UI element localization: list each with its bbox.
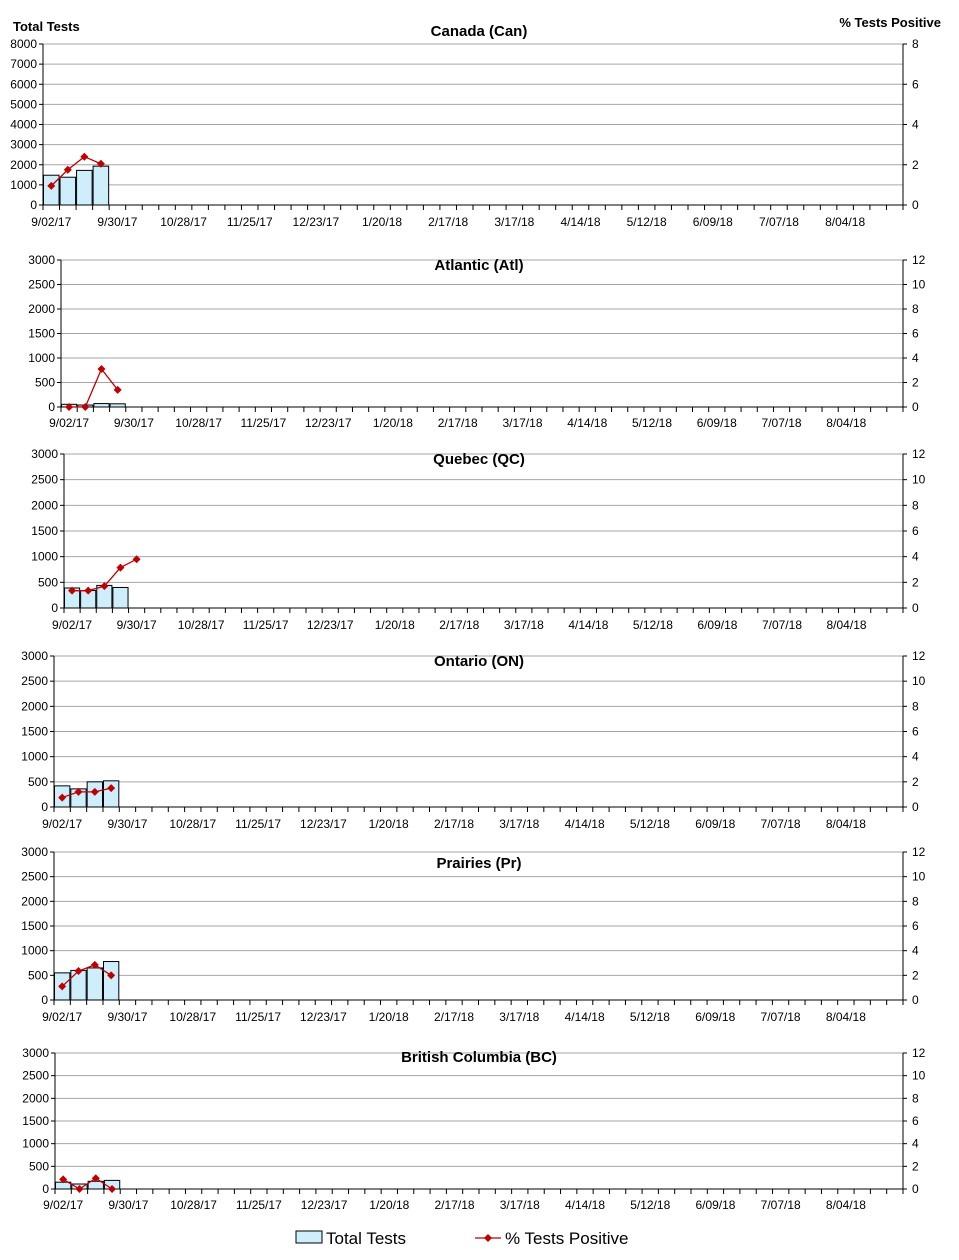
x-tick-label: 2/17/18 (437, 416, 478, 430)
y2-tick-label: 8 (912, 699, 919, 714)
x-tick-label: 4/14/18 (567, 416, 608, 430)
x-tick-label: 2/17/18 (439, 618, 480, 632)
x-tick-label: 12/23/17 (306, 618, 354, 632)
y-tick-label: 4000 (10, 117, 37, 132)
x-tick-label: 6/09/18 (697, 618, 738, 632)
y2-tick-label: 2 (912, 968, 919, 983)
y2-tick-label: 4 (912, 549, 919, 564)
y-tick-label: 500 (28, 1159, 49, 1174)
x-tick-label: 1/20/18 (368, 817, 409, 831)
x-tick-label: 6/09/18 (695, 1010, 736, 1024)
panel-5 (21, 845, 925, 1024)
y2-tick-label: 8 (912, 37, 919, 51)
x-tick-label: 8/04/18 (826, 618, 867, 632)
panel-3 (31, 447, 925, 632)
y2-tick-label: 8 (912, 1091, 919, 1106)
y-tick-label: 1500 (21, 724, 48, 739)
x-tick-label: 3/17/18 (499, 1010, 540, 1024)
y-tick-label: 3000 (28, 253, 55, 267)
x-tick-label: 5/12/18 (629, 1010, 670, 1024)
y-tick-label: 1000 (21, 943, 48, 958)
y2-tick-label: 8 (912, 498, 919, 513)
chart-title: Quebec (QC) (433, 451, 525, 468)
y-tick-label: 5000 (10, 97, 37, 112)
x-tick-label: 9/30/17 (113, 416, 154, 430)
y2-tick-label: 10 (912, 1068, 926, 1083)
x-tick-label: 7/07/18 (760, 1198, 801, 1212)
y-tick-label: 0 (42, 1182, 49, 1196)
legend-bar-label: Total Tests (326, 1229, 407, 1248)
y2-tick-label: 6 (912, 919, 919, 933)
y2-tick-label: 2 (912, 575, 919, 590)
y2-tick-label: 6 (912, 77, 919, 92)
bar-total-tests (93, 166, 109, 205)
x-tick-label: 8/04/18 (825, 215, 866, 229)
line-pct-positive (69, 369, 118, 407)
y-tick-label: 0 (41, 993, 48, 1007)
x-tick-label: 4/14/18 (564, 1198, 606, 1212)
x-tick-label: 1/20/18 (368, 1010, 409, 1024)
y2-tick-label: 0 (912, 800, 919, 814)
y-tick-label: 2000 (21, 699, 48, 714)
y2-tick-label: 6 (912, 724, 919, 739)
y-tick-label: 2000 (28, 302, 55, 316)
x-tick-label: 4/14/18 (560, 215, 601, 229)
y-tick-label: 2000 (31, 498, 58, 513)
x-tick-label: 8/04/18 (825, 1010, 866, 1024)
y2-tick-label: 0 (912, 1182, 919, 1196)
y-tick-label: 0 (51, 601, 58, 615)
bar-total-tests (113, 587, 128, 608)
y2-tick-label: 0 (912, 993, 919, 1007)
bar-total-tests (87, 968, 102, 1000)
y2-tick-label: 0 (912, 400, 919, 414)
y-tick-label: 3000 (31, 447, 58, 461)
y2-tick-label: 0 (912, 198, 919, 212)
x-tick-label: 5/12/18 (632, 618, 673, 632)
x-tick-label: 9/02/17 (31, 215, 72, 229)
y2-tick-label: 10 (912, 472, 926, 487)
x-tick-label: 9/02/17 (43, 1198, 84, 1212)
y-tick-label: 2500 (31, 472, 58, 487)
x-tick-label: 6/09/18 (695, 1198, 736, 1212)
bar-total-tests (103, 962, 118, 1000)
x-tick-label: 9/30/17 (107, 817, 148, 831)
x-tick-label: 9/02/17 (42, 817, 83, 831)
y2-tick-label: 12 (912, 649, 926, 663)
x-tick-label: 9/02/17 (42, 1010, 83, 1024)
x-tick-label: 5/12/18 (629, 817, 670, 831)
x-tick-label: 11/25/17 (242, 618, 289, 632)
chart-title: Atlantic (Atl) (434, 257, 524, 274)
y-tick-label: 1000 (31, 549, 58, 564)
x-tick-label: 1/20/18 (374, 618, 415, 632)
x-tick-label: 5/12/18 (630, 1198, 671, 1212)
y2-tick-label: 10 (912, 277, 926, 292)
x-tick-label: 8/04/18 (825, 817, 866, 831)
x-tick-label: 6/09/18 (696, 416, 737, 430)
bar-total-tests (94, 404, 109, 407)
marker-pct-positive (81, 403, 89, 411)
x-tick-label: 11/25/17 (240, 416, 287, 430)
x-tick-label: 7/07/18 (760, 817, 801, 831)
panel-1 (10, 23, 919, 229)
y2-tick-label: 4 (912, 117, 919, 132)
y-tick-label: 0 (48, 400, 55, 414)
x-tick-label: 11/25/17 (235, 817, 282, 831)
panel-6 (22, 1046, 925, 1212)
x-tick-label: 9/30/17 (97, 215, 138, 229)
x-tick-label: 6/09/18 (695, 817, 736, 831)
x-tick-label: 3/17/18 (502, 416, 543, 430)
bar-total-tests (77, 170, 93, 205)
y2-tick-label: 0 (912, 601, 919, 615)
legend-line-label: % Tests Positive (505, 1229, 629, 1248)
x-tick-label: 10/28/17 (177, 618, 225, 632)
y-tick-label: 2000 (22, 1091, 49, 1106)
y-tick-label: 0 (30, 198, 37, 212)
y-tick-label: 2000 (21, 894, 48, 909)
x-tick-label: 6/09/18 (692, 215, 733, 229)
y-tick-label: 1500 (22, 1114, 49, 1128)
y-tick-label: 1000 (28, 351, 55, 365)
x-tick-label: 3/17/18 (494, 215, 535, 229)
x-tick-label: 7/07/18 (761, 618, 803, 632)
y2-tick-label: 2 (912, 1159, 919, 1174)
x-tick-label: 10/28/17 (169, 1010, 217, 1024)
y2-tick-label: 10 (912, 869, 926, 884)
y2-tick-label: 12 (912, 1046, 926, 1060)
y-tick-label: 8000 (10, 37, 37, 51)
panel-4 (21, 649, 925, 831)
y-tick-label: 0 (41, 800, 48, 814)
y2-tick-label: 12 (912, 447, 926, 461)
x-tick-label: 3/17/18 (499, 817, 540, 831)
x-tick-label: 1/20/18 (362, 215, 403, 229)
chart-title: British Columbia (BC) (401, 1049, 557, 1066)
y-tick-label: 6000 (10, 77, 37, 92)
x-tick-label: 1/20/18 (372, 416, 413, 430)
bar-total-tests (60, 177, 76, 205)
x-tick-label: 3/17/18 (503, 618, 544, 632)
x-tick-label: 4/14/18 (568, 618, 609, 632)
y2-tick-label: 2 (912, 375, 919, 390)
y2-tick-label: 8 (912, 894, 919, 909)
x-tick-label: 5/12/18 (631, 416, 673, 430)
x-tick-label: 12/23/17 (304, 416, 352, 430)
y2-tick-label: 12 (912, 845, 926, 859)
x-tick-label: 10/28/17 (170, 1198, 217, 1212)
x-tick-label: 4/14/18 (564, 1010, 605, 1024)
x-tick-label: 8/04/18 (825, 1198, 866, 1212)
x-tick-label: 7/07/18 (758, 215, 799, 229)
x-tick-label: 9/30/17 (107, 1010, 148, 1024)
y-tick-label: 500 (27, 968, 48, 983)
y2-tick-label: 6 (912, 1114, 919, 1128)
y2-tick-label: 8 (912, 302, 919, 316)
x-tick-label: 11/25/17 (235, 1198, 282, 1212)
chart-panels (10, 23, 925, 1212)
y-tick-label: 500 (27, 774, 48, 789)
legend-bar-swatch (296, 1231, 322, 1243)
y2-tick-label: 4 (912, 943, 919, 958)
y-tick-label: 500 (34, 375, 55, 390)
y-tick-label: 1500 (21, 919, 48, 933)
y-tick-label: 1500 (31, 524, 58, 538)
y-tick-label: 2500 (21, 869, 48, 884)
x-tick-label: 9/30/17 (108, 1198, 149, 1212)
x-tick-label: 1/20/18 (369, 1198, 410, 1212)
x-tick-label: 5/12/18 (626, 215, 667, 229)
y-tick-label: 2500 (28, 277, 55, 292)
y2-tick-label: 4 (912, 1136, 919, 1151)
x-tick-label: 2/17/18 (433, 1010, 475, 1024)
y-tick-label: 500 (37, 575, 58, 590)
x-tick-label: 9/02/17 (52, 618, 93, 632)
y2-tick-label: 2 (912, 157, 919, 172)
legend (296, 1229, 628, 1248)
x-tick-label: 12/23/17 (300, 1010, 347, 1024)
y-tick-label: 3000 (10, 137, 37, 152)
x-tick-label: 11/25/17 (226, 215, 273, 229)
x-tick-label: 8/04/18 (826, 416, 867, 430)
y-tick-label: 1000 (21, 749, 48, 764)
y2-tick-label: 6 (912, 326, 919, 341)
y2-tick-label: 6 (912, 524, 919, 538)
y2-tick-label: 4 (912, 749, 919, 764)
y-tick-label: 2500 (22, 1068, 49, 1083)
y-tick-label: 3000 (22, 1046, 49, 1060)
y-tick-label: 3000 (21, 649, 48, 663)
y-tick-label: 7000 (10, 57, 37, 72)
x-tick-label: 12/23/17 (292, 215, 340, 229)
legend-line-marker (484, 1234, 492, 1242)
x-tick-label: 2/17/18 (433, 817, 475, 831)
y2-tick-label: 2 (912, 774, 919, 789)
y-tick-label: 2500 (21, 674, 48, 689)
y-tick-label: 2000 (10, 157, 37, 172)
x-tick-label: 9/02/17 (49, 416, 90, 430)
x-tick-label: 11/25/17 (235, 1010, 282, 1024)
y-tick-label: 1000 (10, 177, 37, 192)
x-tick-label: 9/30/17 (116, 618, 157, 632)
y2-tick-label: 12 (912, 253, 926, 267)
x-tick-label: 10/28/17 (160, 215, 207, 229)
x-tick-label: 7/07/18 (760, 1010, 801, 1024)
x-tick-label: 12/23/17 (300, 817, 347, 831)
x-tick-label: 2/17/18 (428, 215, 469, 229)
right-axis-title: % Tests Positive (839, 15, 941, 30)
x-tick-label: 12/23/17 (300, 1198, 348, 1212)
y-tick-label: 1000 (22, 1136, 49, 1151)
chart-title: Canada (Can) (430, 23, 528, 40)
chart-title: Prairies (Pr) (436, 855, 522, 872)
x-tick-label: 3/17/18 (499, 1198, 540, 1212)
left-axis-title: Total Tests (13, 19, 80, 34)
x-tick-label: 7/07/18 (761, 416, 802, 430)
y2-tick-label: 4 (912, 351, 919, 365)
chart-title: Ontario (ON) (434, 653, 524, 670)
x-tick-label: 10/28/17 (175, 416, 222, 430)
y-tick-label: 3000 (21, 845, 48, 859)
panel-2 (28, 253, 925, 430)
y2-tick-label: 10 (912, 674, 926, 689)
y-tick-label: 1500 (28, 326, 55, 341)
x-tick-label: 2/17/18 (434, 1198, 475, 1212)
x-tick-label: 4/14/18 (564, 817, 605, 831)
x-tick-label: 10/28/17 (169, 817, 217, 831)
